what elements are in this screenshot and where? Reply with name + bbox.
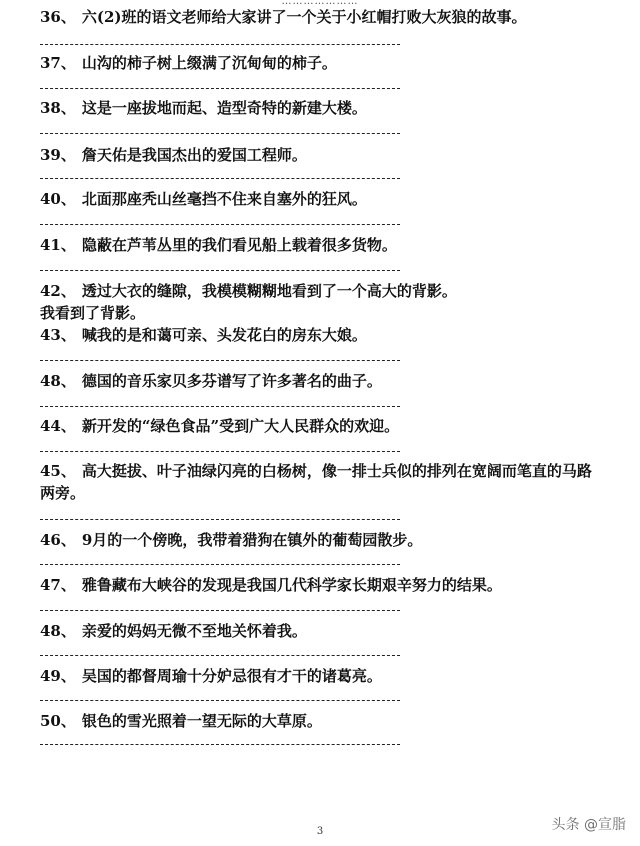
answer-line	[40, 133, 400, 134]
question-number: 46、	[40, 531, 76, 549]
question-43	[40, 324, 600, 346]
answer-line	[40, 610, 400, 611]
question-number: 41、	[40, 236, 76, 254]
question-number: 45、	[40, 462, 76, 480]
question-44	[40, 415, 600, 437]
question-text: 吴国的都督周瑜十分妒忌很有才干的诸葛亮。	[81, 667, 382, 685]
question-number: 40、	[40, 190, 76, 208]
question-text: 隐蔽在芦苇丛里的我们看见船上载着很多货物。	[81, 236, 397, 254]
question-number: 37、	[40, 54, 76, 72]
question-45	[40, 460, 600, 504]
question-text: 高大挺拔、叶子油绿闪亮的白杨树，像一排士兵似的排列在宽阔而笔直的马路两旁。	[40, 462, 592, 502]
answer-line	[40, 224, 400, 225]
page-number: 3	[316, 826, 324, 837]
answer-line	[40, 88, 400, 89]
question-49	[40, 665, 600, 687]
watermark: 头条 @宣脂	[551, 817, 626, 833]
question-text: 这是一座拔地而起、造型奇特的新建大楼。	[81, 99, 367, 117]
answer-line	[40, 744, 400, 745]
answer-line	[40, 178, 400, 179]
question-text: 雅鲁藏布大峡谷的发现是我国几代科学家长期艰辛努力的结果。	[81, 576, 502, 594]
question-46	[40, 529, 600, 551]
question-text: 山沟的柿子树上缀满了沉甸甸的柿子。	[81, 54, 337, 72]
page-header: …………………	[281, 0, 359, 7]
answer-line	[40, 270, 400, 271]
answer-line	[40, 360, 400, 361]
question-text: 透过大衣的缝隙，我模模糊糊地看到了一个高大的背影。	[81, 282, 457, 300]
answer-line	[40, 700, 400, 701]
question-text: 六(2)班的语文老师给大家讲了一个关于小红帽打败大灰狼的故事。	[81, 8, 527, 26]
question-text: 亲爱的妈妈无微不至地关怀着我。	[81, 622, 307, 640]
answer-line	[40, 44, 400, 45]
question-47	[40, 574, 600, 596]
question-39	[40, 144, 600, 166]
question-number: 49、	[40, 667, 76, 685]
question-48a	[40, 370, 600, 392]
question-37	[40, 52, 600, 74]
question-41	[40, 234, 600, 256]
question-40	[40, 188, 600, 210]
question-number: 39、	[40, 146, 76, 164]
question-number: 44、	[40, 417, 76, 435]
question-number: 48、	[40, 622, 76, 640]
answer-line	[40, 655, 400, 656]
answer-line	[40, 519, 400, 520]
question-text: 北面那座秃山丝毫挡不住来自塞外的狂风。	[81, 190, 367, 208]
question-42	[40, 280, 600, 302]
question-number: 47、	[40, 576, 76, 594]
question-36	[40, 6, 600, 28]
question-48b	[40, 620, 600, 642]
question-50	[40, 710, 600, 732]
question-text: 银色的雪光照着一望无际的大草原。	[81, 712, 322, 730]
question-text: 新开发的“绿色食品”受到广大人民群众的欢迎。	[81, 417, 400, 435]
question-number: 38、	[40, 99, 76, 117]
question-text: 9月的一个傍晚，我带着猎狗在镇外的葡萄园散步。	[81, 531, 423, 549]
question-text: 德国的音乐家贝多芬谱写了许多著名的曲子。	[81, 372, 382, 390]
answer-text: 我看到了背影。	[40, 304, 146, 322]
question-text: 喊我的是和蔼可亲、头发花白的房东大娘。	[81, 326, 367, 344]
question-38	[40, 97, 600, 119]
answer-line	[40, 564, 400, 565]
question-number: 50、	[40, 712, 76, 730]
question-number: 42、	[40, 282, 76, 300]
answer-line	[40, 451, 400, 452]
question-number: 48、	[40, 372, 76, 390]
question-number: 43、	[40, 326, 76, 344]
question-number: 36、	[40, 8, 76, 26]
answer-line	[40, 406, 400, 407]
question-text: 詹天佑是我国杰出的爱国工程师。	[81, 146, 307, 164]
